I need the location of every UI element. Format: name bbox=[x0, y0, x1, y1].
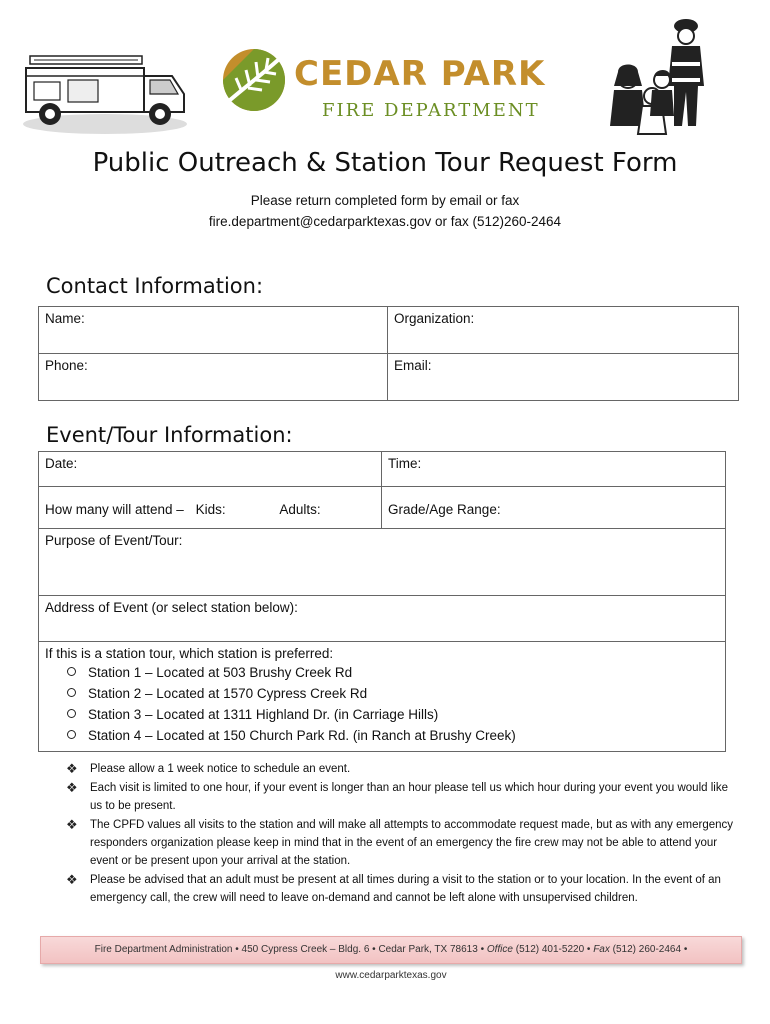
time-field[interactable] bbox=[382, 452, 726, 487]
radio-circle-icon[interactable] bbox=[67, 709, 76, 718]
kids-label: Kids: bbox=[195, 502, 226, 517]
station-1-label: Station 1 – Located at 503 Brushy Creek Rd bbox=[88, 665, 353, 680]
contact-heading: Contact Information: bbox=[46, 274, 264, 298]
attend-label: How many will attend – bbox=[45, 502, 184, 517]
purpose-label: Purpose of Event/Tour: bbox=[45, 533, 183, 548]
return-instructions: Please return completed form by email or fax bbox=[250, 193, 520, 208]
fire-truck-illustration bbox=[20, 46, 190, 136]
footer-sep: • bbox=[586, 944, 594, 955]
name-label: Name: bbox=[45, 311, 85, 326]
note-item bbox=[66, 779, 736, 815]
grade-label: Grade/Age Range: bbox=[388, 502, 501, 517]
station-2-label: Station 2 – Located at 1570 Cypress Creek Rd bbox=[88, 686, 368, 701]
footer-sep: • bbox=[372, 944, 379, 955]
name-field[interactable] bbox=[39, 307, 388, 354]
firefighter-with-children-illustration bbox=[598, 16, 718, 141]
note-item bbox=[66, 760, 736, 778]
radio-circle-icon[interactable] bbox=[67, 730, 76, 739]
station-3-label: Station 3 – Located at 1311 Highland Dr. (in Carriage Hills) bbox=[88, 707, 439, 722]
station-options bbox=[67, 665, 719, 744]
contact-email-fax[interactable]: fire.department@cedarparktexas.gov or fax (512)260-2464 bbox=[208, 214, 562, 229]
diamond-bullet-icon: ❖ bbox=[66, 761, 78, 776]
email-label: Email: bbox=[394, 358, 432, 373]
cedar-leaf-logo-icon bbox=[222, 48, 286, 112]
diamond-bullet-icon: ❖ bbox=[66, 817, 78, 832]
time-label: Time: bbox=[388, 456, 422, 471]
station-option-4[interactable] bbox=[67, 728, 719, 744]
radio-circle-icon[interactable] bbox=[67, 688, 76, 697]
note-text: The CPFD values all visits to the station and will make all attempts to accommodate request made, but as with any emergency responders organization please keep in mind that in the event of an emergency the fire crew may not be able to attend your event or be present upon your arrival at the station. bbox=[90, 819, 734, 867]
footer-bar bbox=[40, 936, 742, 981]
event-table bbox=[38, 451, 726, 752]
footer-sep: • bbox=[480, 944, 487, 955]
footer-admin: Fire Department Administration bbox=[94, 944, 233, 955]
station-option-3[interactable] bbox=[67, 707, 719, 723]
note-item bbox=[66, 816, 736, 870]
contact-table bbox=[38, 306, 739, 401]
logo-name: CEDAR PARK bbox=[294, 54, 546, 94]
note-text: Please allow a 1 week notice to schedule an event. bbox=[90, 763, 351, 775]
address-label: Address of Event (or select station below): bbox=[45, 600, 298, 615]
note-text: Each visit is limited to one hour, if your event is longer than an hour please tell us which hour during your event you would like us to be present. bbox=[90, 782, 728, 812]
logo-subtitle: FIRE DEPARTMENT bbox=[322, 100, 540, 121]
phone-field[interactable] bbox=[39, 354, 388, 401]
date-label: Date: bbox=[45, 456, 78, 471]
footer-address: 450 Cypress Creek – Bldg. 6 bbox=[241, 944, 370, 955]
footer-fax-phone: (512) 260-2464 bbox=[612, 944, 682, 955]
adults-label: Adults: bbox=[279, 502, 321, 517]
organization-label: Organization: bbox=[394, 311, 475, 326]
note-text: Please be advised that an adult must be present at all times during a visit to the station or to your location. In the event of an emergency call, the crew will need to leave on-demand and cannot be left alone with unsupervised children. bbox=[90, 874, 721, 904]
footer-sep: • bbox=[683, 944, 688, 955]
station-prompt: If this is a station tour, which station is preferred: bbox=[45, 646, 334, 661]
station-4-label: Station 4 – Located at 150 Church Park Rd. (in Ranch at Brushy Creek) bbox=[88, 728, 516, 743]
footer-website-link[interactable]: www.cedarparktexas.gov bbox=[335, 970, 447, 981]
footer-sep: • bbox=[235, 944, 242, 955]
station-option-1[interactable] bbox=[67, 665, 719, 681]
purpose-field[interactable] bbox=[39, 529, 726, 596]
radio-circle-icon[interactable] bbox=[67, 667, 76, 676]
note-item bbox=[66, 871, 736, 907]
footer-office-phone: (512) 401-5220 bbox=[515, 944, 585, 955]
diamond-bullet-icon: ❖ bbox=[66, 872, 78, 887]
page-title: Public Outreach & Station Tour Request Form bbox=[92, 148, 678, 178]
organization-field[interactable] bbox=[388, 307, 739, 354]
cedar-park-logo bbox=[222, 48, 552, 126]
footer-office-label: Office bbox=[486, 944, 513, 955]
attendance-field[interactable] bbox=[39, 487, 382, 529]
notes-list bbox=[66, 760, 736, 908]
phone-label: Phone: bbox=[45, 358, 88, 373]
email-field[interactable] bbox=[388, 354, 739, 401]
footer-fax-label: Fax bbox=[593, 944, 610, 955]
station-selection bbox=[39, 642, 726, 752]
diamond-bullet-icon: ❖ bbox=[66, 780, 78, 795]
grade-range-field[interactable] bbox=[382, 487, 726, 529]
event-heading: Event/Tour Information: bbox=[46, 423, 293, 447]
station-option-2[interactable] bbox=[67, 686, 719, 702]
date-field[interactable] bbox=[39, 452, 382, 487]
footer-city: Cedar Park, TX 78613 bbox=[378, 944, 478, 955]
address-field[interactable] bbox=[39, 596, 726, 642]
